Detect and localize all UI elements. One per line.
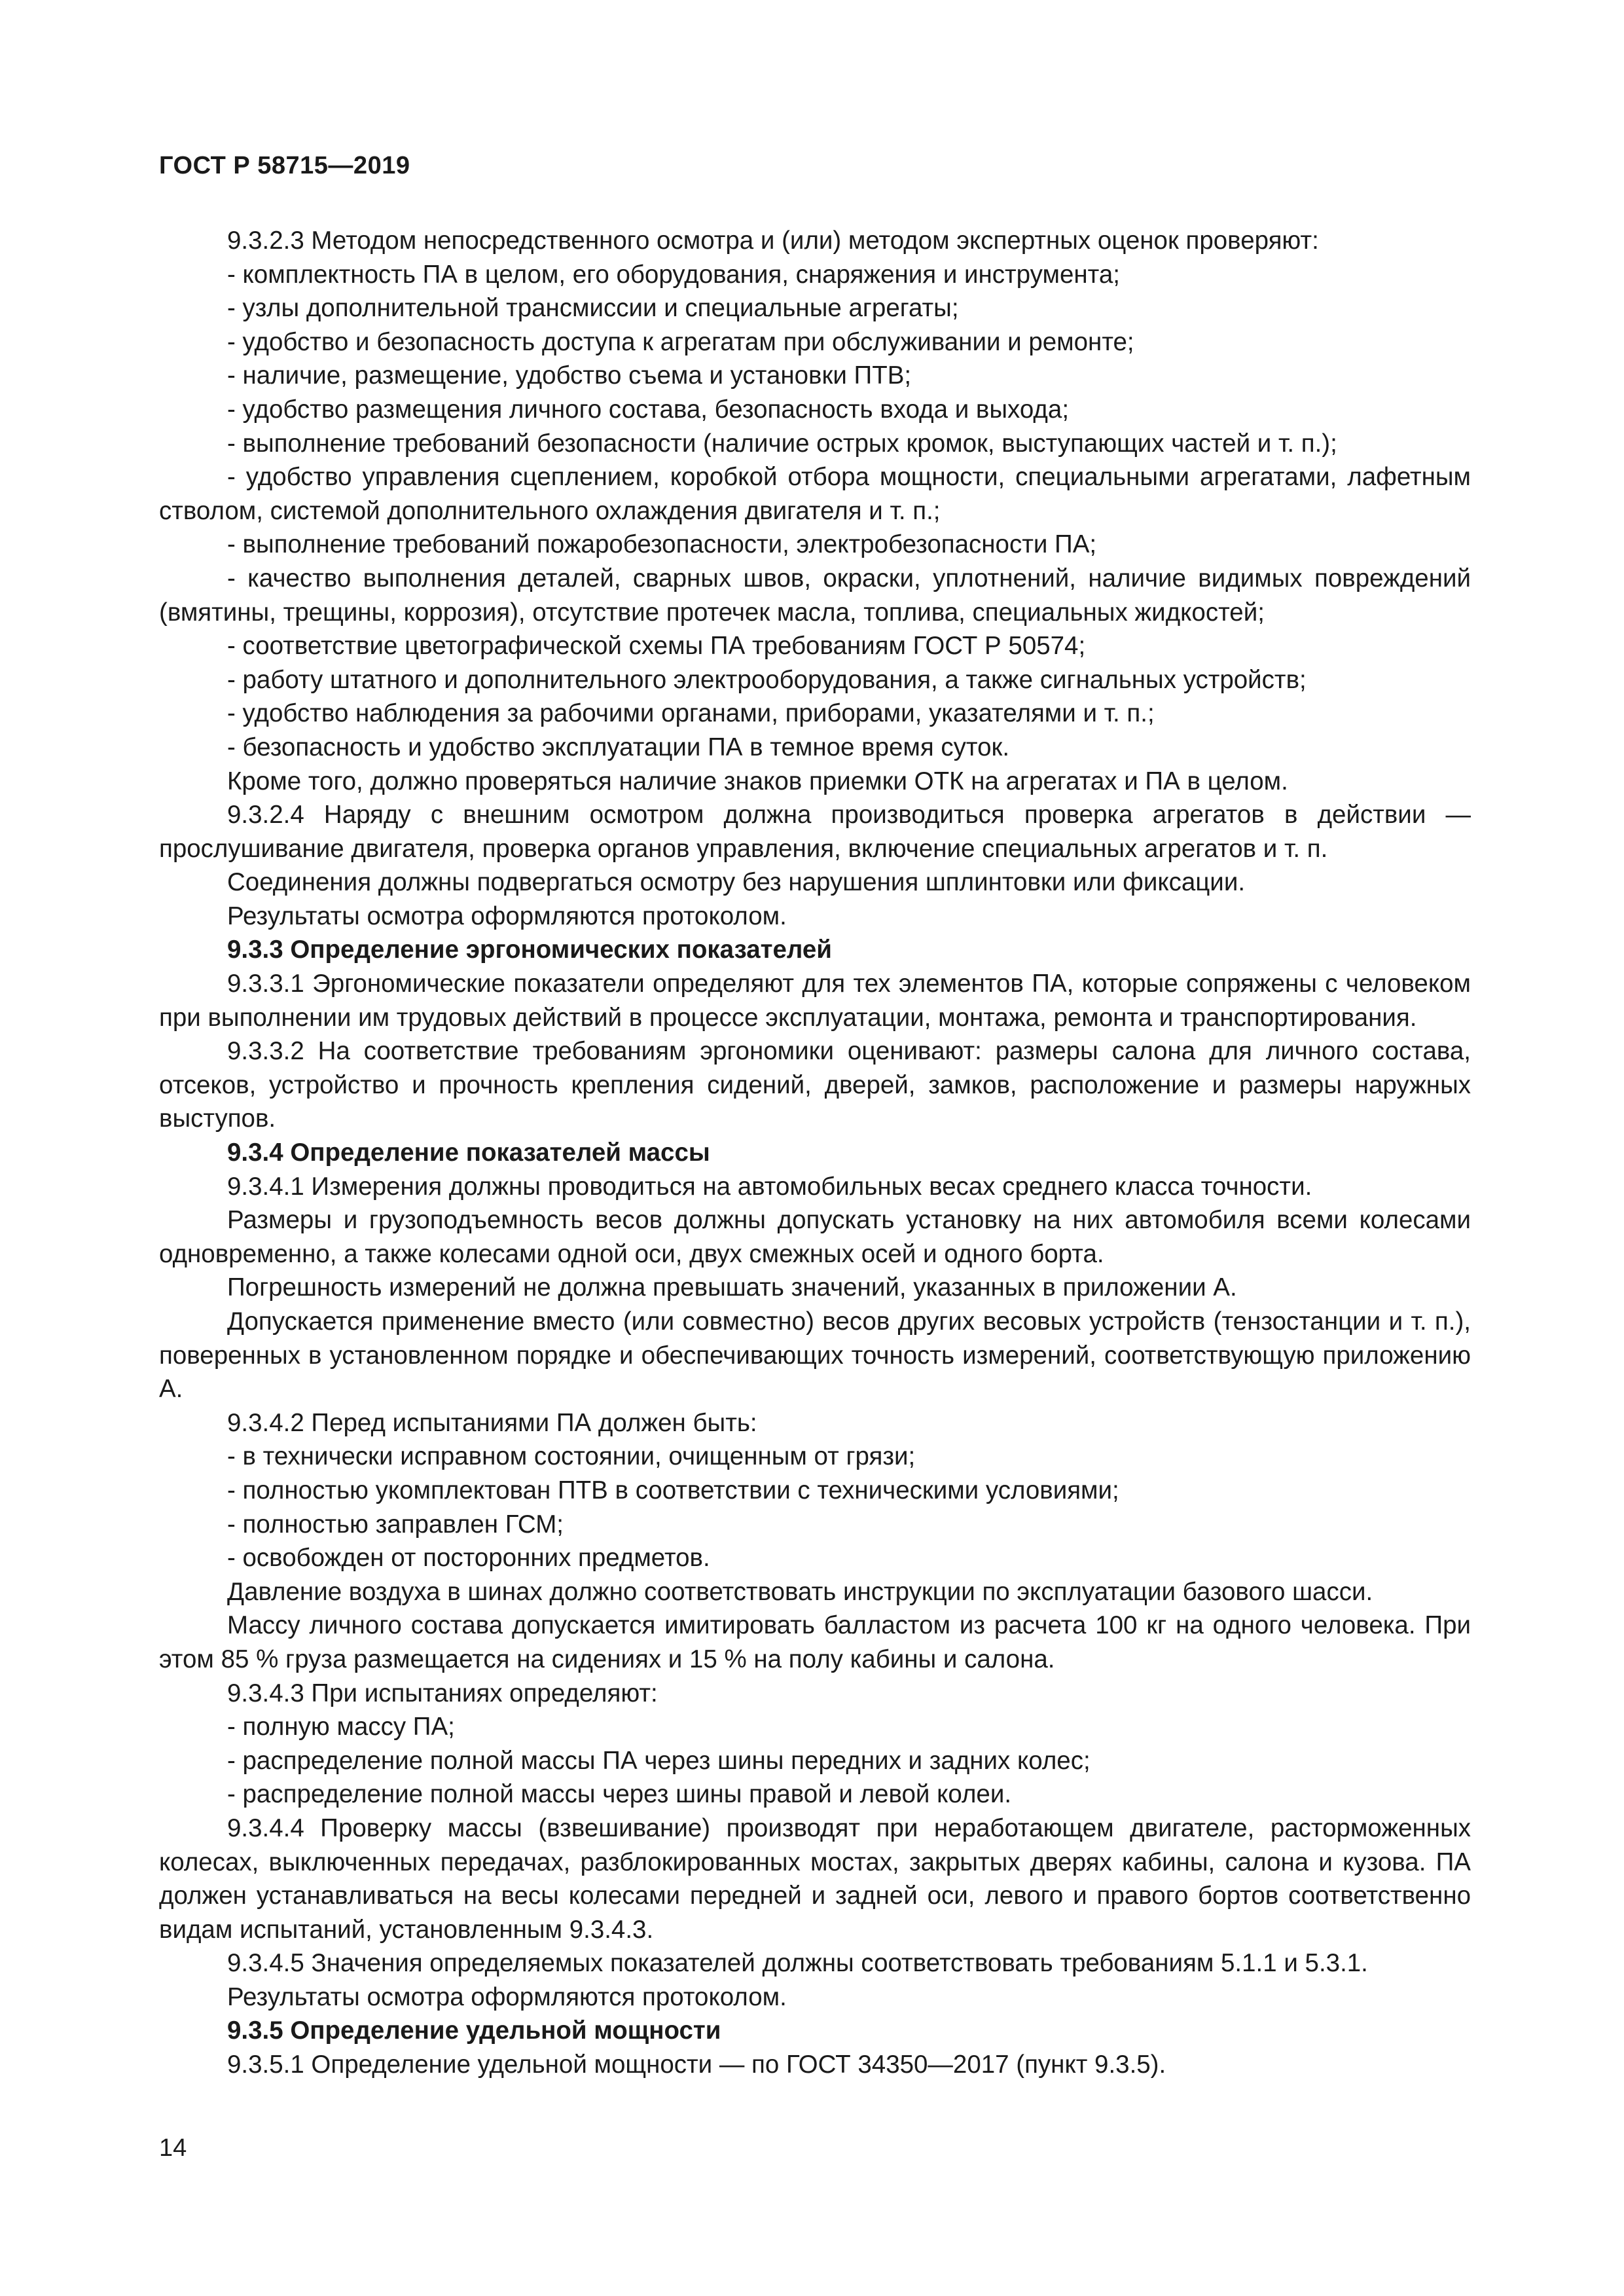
paragraph: - распределение полной массы ПА через шины передних и задних колес;: [227, 1746, 1091, 1775]
paragraph: - работу штатного и дополнительного электрооборудования, а также сигнальных устройств;: [227, 665, 1307, 694]
paragraph: 9.3.3.1 Эргономические показатели определяют для тех элементов ПА, которые сопряжены с человеком при выполнении им трудовых действий в процессе эксплуатации, монтажа, ремонта и транспортирования.: [159, 970, 1471, 1032]
paragraph: Кроме того, должно проверяться наличие знаков приемки ОТК на агрегатах и ПА в целом.: [227, 767, 1288, 795]
paragraph: 9.3.2.3 Методом непосредственного осмотра и (или) методом экспертных оценок проверяют:: [227, 227, 1319, 255]
paragraph: 9.3.4.3 При испытаниях определяют:: [227, 1679, 658, 1707]
paragraph: - наличие, размещение, удобство съема и установки ПТВ;: [227, 361, 912, 390]
paragraph: - удобство управления сцеплением, коробкой отбора мощности, специальными агрегатами, лафетным стволом, системой дополнительного охлаждения двигателя и т. п.;: [159, 463, 1471, 525]
paragraph: - качество выполнения деталей, сварных швов, окраски, уплотнений, наличие видимых повреждений (вмятины, трещины, коррозия), отсутствие протечек масла, топлива, специальных жидкостей;: [159, 564, 1471, 627]
section-heading: 9.3.3 Определение эргономических показателей: [227, 936, 832, 964]
paragraph: Массу личного состава допускается имитировать балластом из расчета 100 кг на одного человека. При этом 85 % груза размещается на сидениях и 15 % на полу кабины и салона.: [159, 1611, 1471, 1673]
paragraph: Результаты осмотра оформляются протоколом.: [227, 902, 787, 930]
page-number: 14: [159, 2134, 187, 2162]
section-heading: 9.3.4 Определение показателей массы: [227, 1139, 710, 1167]
paragraph: - выполнение требований пожаробезопасности, электробезопасности ПА;: [227, 530, 1097, 559]
paragraph: - удобство размещения личного состава, безопасность входа и выхода;: [227, 395, 1070, 424]
paragraph: - соответствие цветографической схемы ПА требованиям ГОСТ Р 50574;: [227, 632, 1086, 661]
paragraph: Соединения должны подвергаться осмотру без нарушения шплинтовки или фиксации.: [227, 868, 1246, 897]
paragraph: - безопасность и удобство эксплуатации ПА в темное время суток.: [227, 733, 1010, 761]
document-header: ГОСТ Р 58715—2019: [159, 152, 410, 179]
paragraph: - полностью укомплектован ПТВ в соответствии с техническими условиями;: [227, 1476, 1119, 1504]
paragraph: 9.3.4.1 Измерения должны проводиться на автомобильных весах среднего класса точности.: [227, 1172, 1312, 1201]
paragraph: - удобство наблюдения за рабочими органами, приборами, указателями и т. п.;: [227, 699, 1155, 728]
paragraph: - освобожден от посторонних предметов.: [227, 1544, 710, 1573]
section-heading: 9.3.5 Определение удельной мощности: [227, 2016, 721, 2045]
paragraph: Погрешность измерений не должна превышать значений, указанных в приложении А.: [227, 1273, 1237, 1302]
paragraph: - комплектность ПА в целом, его оборудования, снаряжения и инструмента;: [227, 260, 1120, 289]
paragraph: Размеры и грузоподъемность весов должны допускать установку на них автомобиля всеми колесами одновременно, а также колесами одной оси, двух смежных осей и одного борта.: [159, 1206, 1471, 1268]
document-body: [159, 224, 1471, 2082]
paragraph: 9.3.4.2 Перед испытаниями ПА должен быть:: [227, 1408, 757, 1437]
paragraph: - полную массу ПА;: [227, 1713, 455, 1741]
paragraph: - полностью заправлен ГСМ;: [227, 1510, 564, 1539]
paragraph: - удобство и безопасность доступа к агрегатам при обслуживании и ремонте;: [227, 327, 1134, 356]
paragraph: 9.3.4.4 Проверку массы (взвешивание) производят при неработающем двигателе, расторможенных колесах, выключенных передачах, разблокированных мостах, закрытых дверях кабины, салона и кузова. ПА должен устанавливаться на весы колесами передней и задней оси, левого и правого бортов соответственно видам испытаний, установленным 9.3.4.3.: [159, 1813, 1471, 1944]
paragraph: - в технически исправном состоянии, очищенным от грязи;: [227, 1442, 916, 1471]
paragraph: Результаты осмотра оформляются протоколом.: [227, 1982, 787, 2011]
paragraph: 9.3.4.5 Значения определяемых показателей должны соответствовать требованиям 5.1.1 и 5.3.1.: [227, 1949, 1368, 1978]
paragraph: Допускается применение вместо (или совместно) весов других весовых устройств (тензостанции и т. п.), поверенных в установленном порядке и обеспечивающих точность измерений, соответствующую приложению А.: [159, 1307, 1471, 1404]
paragraph: Давление воздуха в шинах должно соответствовать инструкции по эксплуатации базового шасси.: [227, 1577, 1373, 1606]
paragraph: 9.3.2.4 Наряду с внешним осмотром должна производиться проверка агрегатов в действии — прослушивание двигателя, проверка органов управления, включение специальных агрегатов и т. п.: [159, 801, 1471, 863]
paragraph: 9.3.3.2 На соответствие требованиям эргономики оценивают: размеры салона для личного состава, отсеков, устройство и прочность крепления сидений, дверей, замков, расположение и размеры наружных выступов.: [159, 1037, 1471, 1133]
paragraph: - выполнение требований безопасности (наличие острых кромок, выступающих частей и т. п.);: [227, 429, 1337, 458]
paragraph: 9.3.5.1 Определение удельной мощности — по ГОСТ 34350—2017 (пункт 9.3.5).: [227, 2050, 1166, 2079]
paragraph: - узлы дополнительной трансмиссии и специальные агрегаты;: [227, 294, 959, 323]
paragraph: - распределение полной массы через шины правой и левой колеи.: [227, 1780, 1012, 1809]
